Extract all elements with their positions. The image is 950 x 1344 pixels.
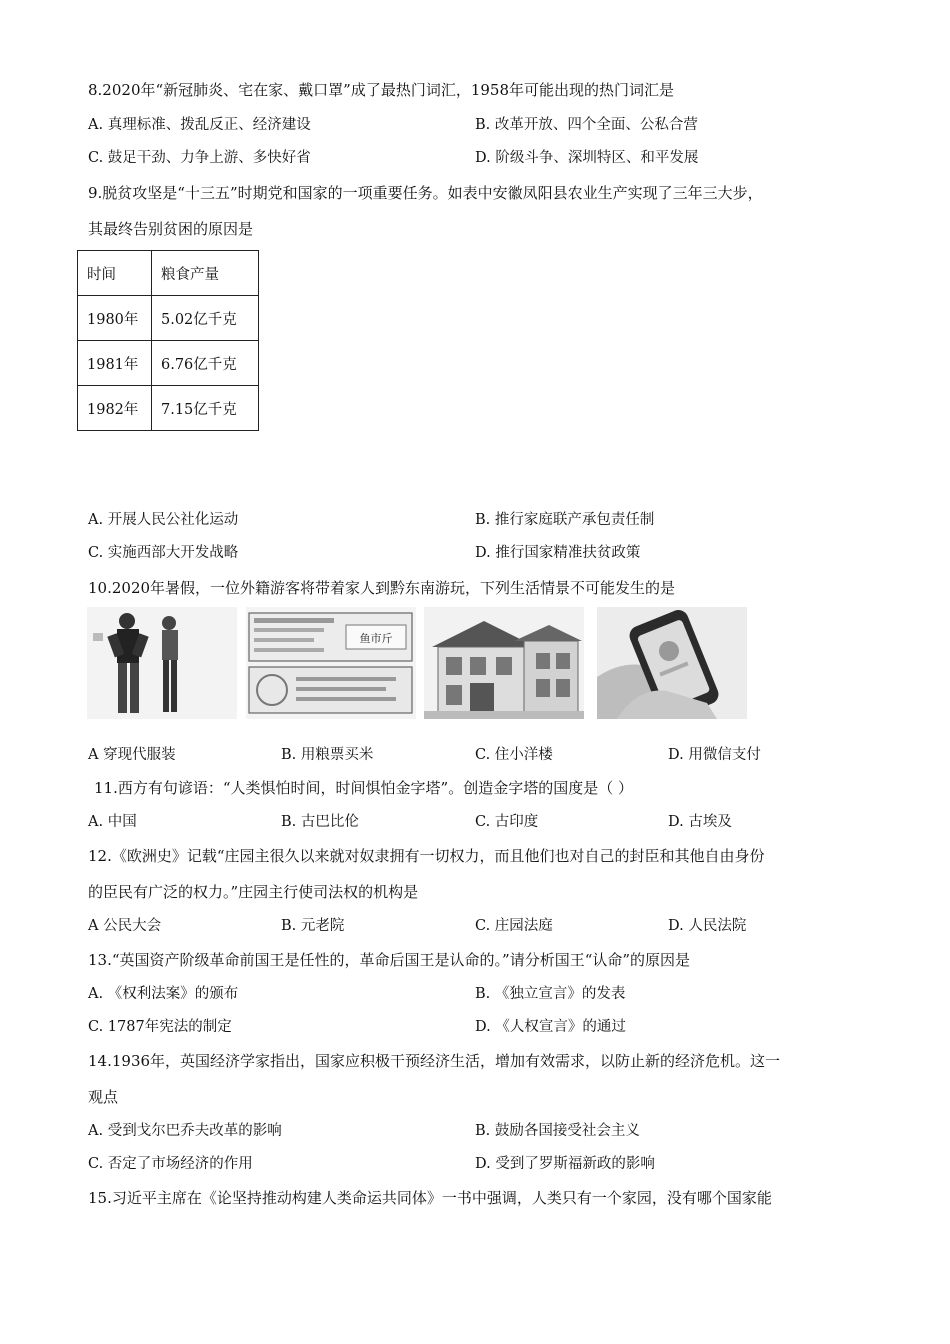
- q10-option-b: B. 用粮票买米: [281, 747, 374, 763]
- q11-option-b: B. 古巴比伦: [281, 814, 359, 830]
- q14-option-b: B. 鼓励各国接受社会主义: [475, 1123, 640, 1139]
- q13-option-d: D. 《人权宣言》的通过: [475, 1019, 626, 1035]
- q14-option-d: D. 受到了罗斯福新政的影响: [475, 1156, 655, 1172]
- table-cell: 5.02亿千克: [152, 296, 259, 341]
- q11-option-a: A. 中国: [88, 814, 137, 830]
- q9-option-a: A. 开展人民公社化运动: [88, 512, 239, 528]
- q13-option-a: A. 《权利法案》的颁布: [88, 986, 239, 1002]
- q14-stem-line1: 14.1936年，英国经济学家指出，国家应积极干预经济生活，增加有效需求，以防止新的经济危机。这一: [88, 1052, 781, 1070]
- q9-option-b: B. 推行家庭联产承包责任制: [475, 512, 655, 528]
- q12-option-b: B. 元老院: [281, 918, 345, 934]
- q11-option-d: D. 古埃及: [668, 814, 732, 830]
- q12-stem-line1: 12.《欧洲史》记载“庄园主很久以来就对奴隶拥有一切权力，而且他们也对自己的封臣和其他自由身份: [88, 847, 765, 865]
- q13-option-c: C. 1787年宪法的制定: [88, 1019, 232, 1035]
- q9-option-c: C. 实施西部大开发战略: [88, 545, 239, 561]
- villa-photo: [424, 607, 584, 719]
- table-cell: 7.15亿千克: [152, 386, 259, 431]
- ticket-text: 鱼市斤: [359, 632, 393, 645]
- q11-option-c: C. 古印度: [475, 814, 539, 830]
- q12-option-a: A 公民大会: [88, 918, 162, 934]
- q9-stem-line1: 9.脱贫攻坚是“十三五”时期党和国家的一项重要任务。如表中安徽凤阳县农业生产实现了三年三大步，: [88, 184, 763, 202]
- q8-option-a: A. 真理标准、拨乱反正、经济建设: [88, 117, 311, 133]
- q9-stem-line2: 其最终告别贫困的原因是: [88, 220, 254, 238]
- q10-option-c: C. 住小洋楼: [475, 747, 553, 763]
- q12-option-c: C. 庄园法庭: [475, 918, 553, 934]
- grain-output-table: [77, 250, 259, 431]
- q14-option-a: A. 受到戈尔巴乔夫改革的影响: [88, 1123, 282, 1139]
- q8-option-c: C. 鼓足干劲、力争上游、多快好省: [88, 150, 311, 166]
- q8-stem: 8.2020年“新冠肺炎、宅在家、戴口罩”成了最热门词汇，1958年可能出现的热门词汇是: [88, 81, 674, 99]
- q12-stem-line2: 的臣民有广泛的权力。”庄园主行使司法权的机构是: [88, 883, 419, 901]
- q10-stem: 10.2020年暑假，一位外籍游客将带着家人到黔东南游玩，下列生活情景不可能发生的是: [88, 579, 676, 597]
- q12-option-d: D. 人民法院: [668, 918, 747, 934]
- table-row: [78, 296, 259, 341]
- table-header-cell: 粮食产量: [152, 251, 259, 296]
- table-header-cell: 时间: [78, 251, 152, 296]
- q10-option-d: D. 用微信支付: [668, 747, 761, 763]
- q14-option-c: C. 否定了市场经济的作用: [88, 1156, 253, 1172]
- table-cell: 1982年: [78, 386, 152, 431]
- table-cell: 1980年: [78, 296, 152, 341]
- wechat-pay-photo: [597, 607, 747, 719]
- q14-stem-line2: 观点: [88, 1088, 119, 1106]
- table-row: [78, 386, 259, 431]
- grain-ticket-photo: [246, 607, 416, 719]
- q13-option-b: B. 《独立宣言》的发表: [475, 986, 626, 1002]
- table-row: [78, 341, 259, 386]
- table-cell: 6.76亿千克: [152, 341, 259, 386]
- q9-option-d: D. 推行国家精准扶贫政策: [475, 545, 641, 561]
- table-header-row: [78, 251, 259, 296]
- q8-option-b: B. 改革开放、四个全面、公私合营: [475, 117, 698, 133]
- q10-option-a: A 穿现代服装: [88, 747, 176, 763]
- q8-option-d: D. 阶级斗争、深圳特区、和平发展: [475, 150, 699, 166]
- modern-clothing-photo: [87, 607, 237, 719]
- q15-stem: 15.习近平主席在《论坚持推动构建人类命运共同体》一书中强调，人类只有一个家园，没有哪个国家能: [88, 1189, 772, 1207]
- table-cell: 1981年: [78, 341, 152, 386]
- q11-stem: 11.西方有句谚语：“人类惧怕时间，时间惧怕金字塔”。创造金字塔的国度是（ ）: [94, 779, 633, 797]
- q13-stem: 13.“英国资产阶级革命前国王是任性的，革命后国王是认命的。”请分析国王“认命”的原因是: [88, 951, 691, 969]
